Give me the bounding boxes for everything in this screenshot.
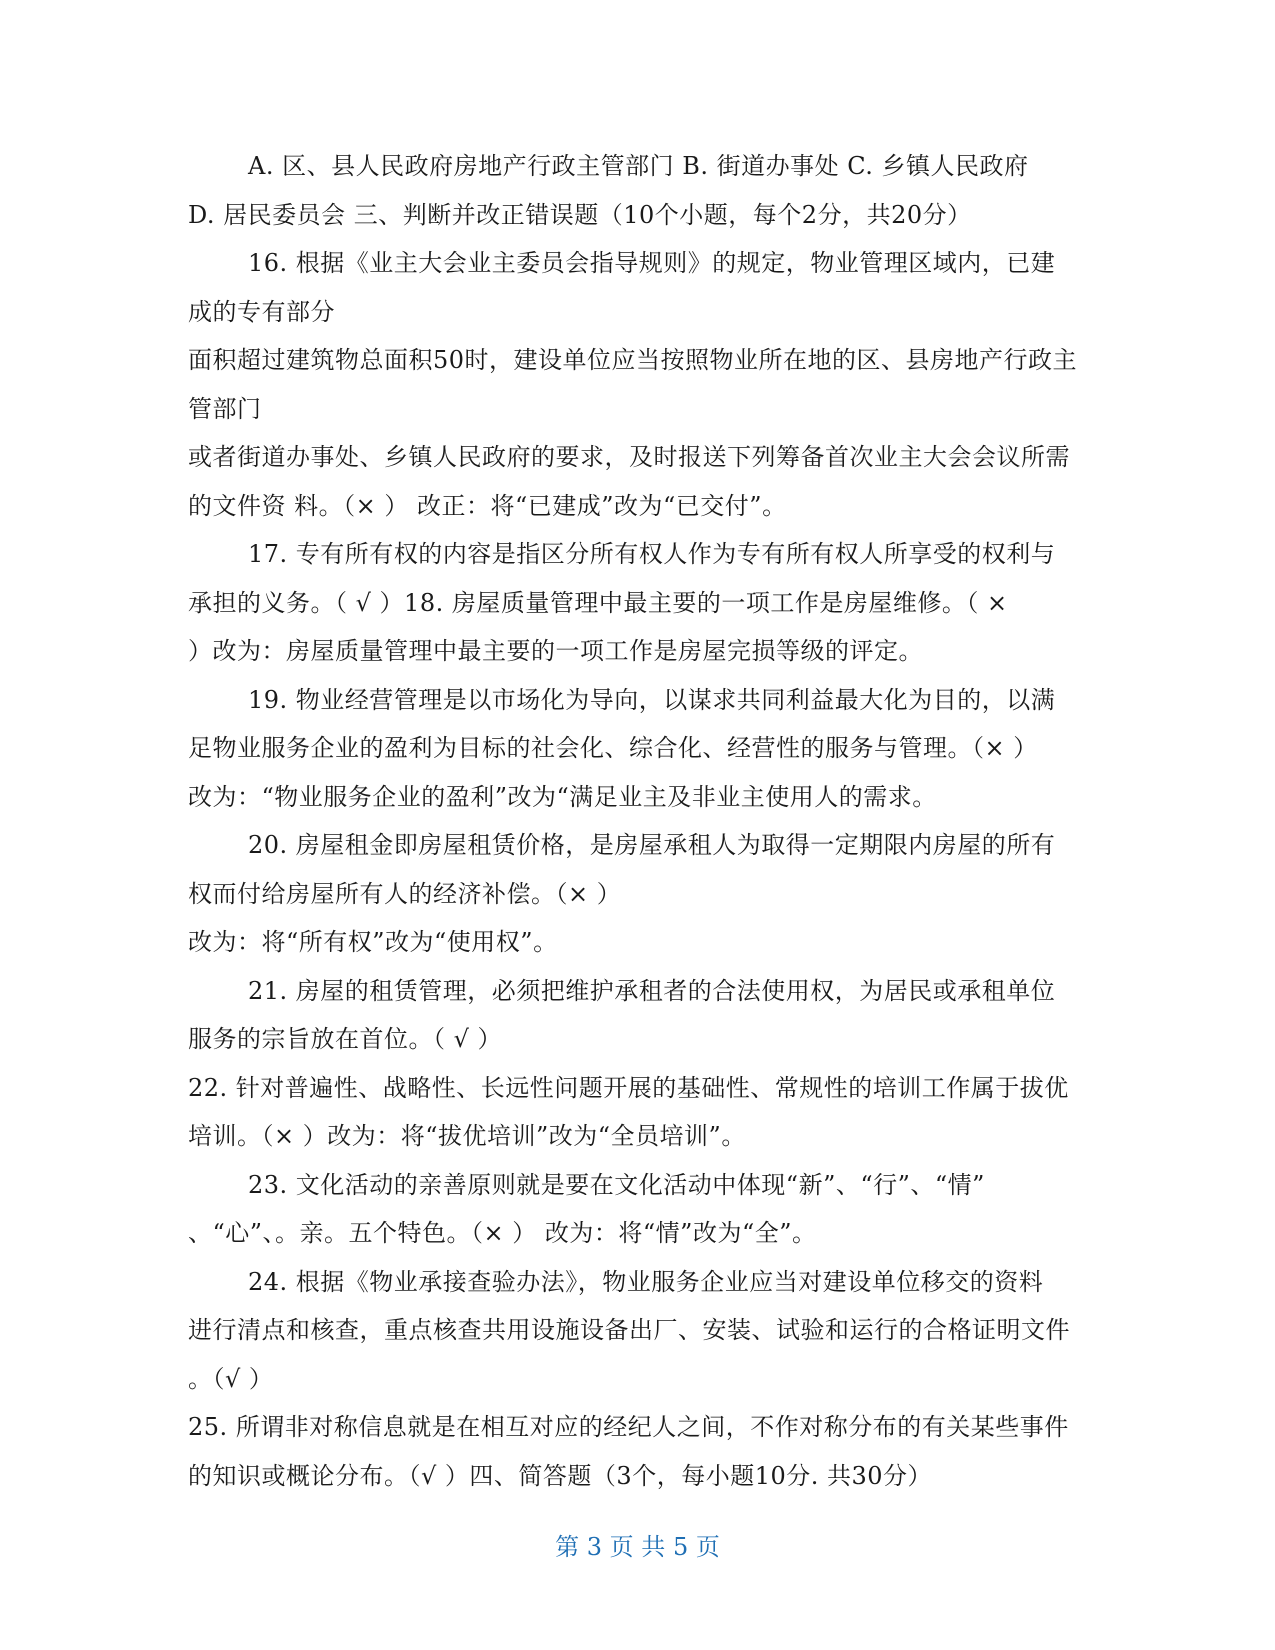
text-line: 改为：将“所有权”改为“使用权”。 <box>188 928 558 956</box>
text-line: 进行清点和核查，重点核查共用设施设备出厂、安装、试验和运行的合格证明文件 <box>188 1316 1070 1344</box>
text-line: 服务的宗旨放在首位。（ √ ） <box>188 1025 503 1053</box>
text-line: 、“心”、。亲。五个特色。（× ） 改为：将“情”改为“全”。 <box>188 1219 817 1247</box>
text-line: 的文件资 料。（× ） 改正：将“已建成”改为“已交付”。 <box>188 491 787 520</box>
text-line: 。（√ ） <box>188 1364 274 1393</box>
text-line: 的知识或概论分布。（√ ）四、简答题（3个，每小题10分. 共30分） <box>188 1461 933 1490</box>
text-line: 改为：“物业服务企业的盈利”改为“满足业主及非业主使用人的需求。 <box>188 782 937 811</box>
text-line: 25. 所谓非对称信息就是在相互对应的经纪人之间，不作对称分布的有关某些事件 <box>188 1413 1069 1441</box>
text-line: 培训。（× ）改为：将“拔优培训”改为“全员培训”。 <box>188 1122 746 1150</box>
text-line: A. 区、县人民政府房地产行政主管部门 B. 街道办事处 C. 乡镇人民政府 <box>248 152 1029 180</box>
text-line: 面积超过建筑物总面积50时，建设单位应当按照物业所在地的区、县房地产行政主 <box>188 346 1078 374</box>
text-line: 成的专有部分 <box>188 297 335 326</box>
text-line: ）改为：房屋质量管理中最主要的一项工作是房屋完损等级的评定。 <box>188 637 923 665</box>
page-body <box>188 142 1088 1500</box>
text-line: 16. 根据《业主大会业主委员会指导规则》的规定，物业管理区域内，已建 <box>248 249 1056 277</box>
text-line: 或者街道办事处、乡镇人民政府的要求，及时报送下列筹备首次业主大会会议所需 <box>188 443 1070 471</box>
text-line: 21. 房屋的租赁管理，必须把维护承租者的合法使用权，为居民或承租单位 <box>248 976 1056 1005</box>
text-line: 23. 文化活动的亲善原则就是要在文化活动中体现“新”、“行”、“情” <box>248 1170 985 1199</box>
text-line: 承担的义务。（ √ ）18. 房屋质量管理中最主要的一项工作是房屋维修。（ × <box>188 588 1008 617</box>
text-line: D. 居民委员会 三、判断并改正错误题（10个小题，每个2分，共20分） <box>188 200 972 229</box>
text-line: 足物业服务企业的盈利为目标的社会化、综合化、经营性的服务与管理。（× ） <box>188 734 1038 762</box>
text-line: 权而付给房屋所有人的经济补偿。（× ） <box>188 879 622 908</box>
text-line: 管部门 <box>188 394 262 423</box>
text-line: 19. 物业经营管理是以市场化为导向，以谋求共同利益最大化为目的，以满 <box>248 685 1056 714</box>
text-line: 20. 房屋租金即房屋租赁价格，是房屋承租人为取得一定期限内房屋的所有 <box>248 831 1056 859</box>
text-line: 22. 针对普遍性、战略性、长远性问题开展的基础性、常规性的培训工作属于拔优 <box>188 1073 1069 1102</box>
text-line: 17. 专有所有权的内容是指区分所有权人作为专有所有权人所享受的权利与 <box>248 540 1056 568</box>
page-number-footer: 第 3 页 共 5 页 <box>555 1533 720 1561</box>
text-line: 24. 根据《物业承接查验办法》，物业服务企业应当对建设单位移交的资料 <box>248 1267 1044 1296</box>
